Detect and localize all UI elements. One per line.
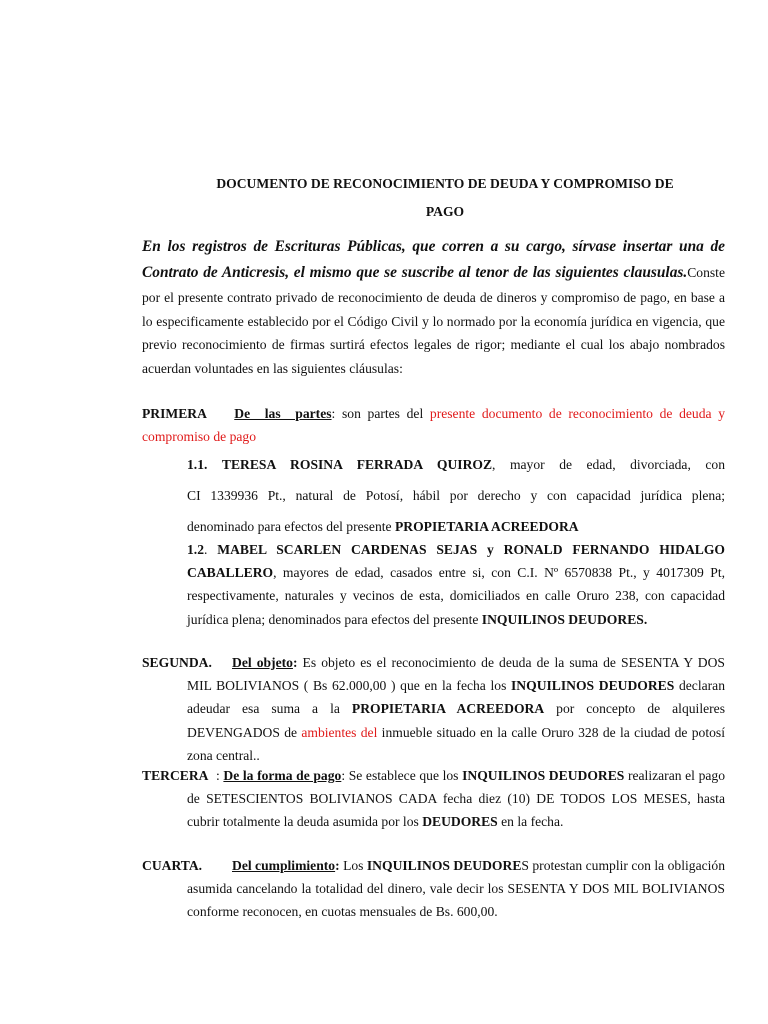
clause-bold: PROPIETARIA ACREEDORA	[351, 701, 545, 717]
clause-text: realizaran el pago de SETESCIENTOS BOLIVIANOS CADA fecha diez (10) DE TODOS LOS MESES, hasta cubrir totalmente la deuda asumida por los	[187, 768, 725, 830]
clause-text: por concepto de alquileres DEVENGADOS de	[187, 701, 725, 740]
clause-bold: INQUILINOS DEUDORE	[366, 858, 522, 873]
party-number: 1.1.	[187, 457, 208, 472]
clause-body	[187, 854, 725, 924]
clause-primera	[142, 402, 725, 448]
clause-label: TERCERA	[142, 768, 209, 783]
clause-heading: De la forma de pago	[223, 768, 342, 783]
clause-label: PRIMERA	[142, 406, 207, 421]
party-1	[187, 449, 725, 542]
clause-tercera	[142, 764, 725, 834]
clause-colon: :	[216, 768, 224, 783]
clause-cuarta	[142, 854, 725, 924]
clause-heading: Del cumplimiento	[232, 858, 336, 873]
document-title	[150, 170, 740, 226]
party-line-2: CI 1339936 Pt., natural de Potosí, hábil por derecho y con capacidad jurídica plena;	[187, 488, 725, 503]
clause-bold: INQUILINOS DEUDORES	[511, 678, 675, 694]
party-role: INQUILINOS DEUDORES.	[481, 611, 648, 627]
party-text: , mayores de edad, casados entre si, con C.I. Nº 6570838 Pt., y 4017309 Pt, respectivamente, naturales y vecinos de esta, domiciliados en calle Oruro 238, con capacidad jurídica plena; denominados para efectos del presente	[187, 565, 725, 627]
clause-text: declaran adeudar esa suma a la	[187, 678, 725, 717]
title-line-2: PAGO	[425, 204, 465, 219]
clause-text: : Se establece que los	[341, 768, 463, 783]
clause-highlight: ambientes del	[301, 724, 378, 740]
clause-label: CUARTA.	[142, 858, 203, 873]
clause-bold: INQUILINOS DEUDORES	[462, 768, 625, 783]
clause-text: Es objeto es el reconocimiento de deuda de la suma de SESENTA Y DOS MIL BOLIVIANOS ( Bs 62.000,00 ) que en la fecha los	[187, 655, 725, 694]
party-text: , mayor de edad, divorciada, con	[492, 457, 725, 472]
clause-heading: Del objeto	[232, 655, 293, 670]
clause-heading: De las partes	[234, 406, 332, 421]
clause-highlight: presente documento de reconocimiento de deuda y compromiso de pago	[142, 406, 725, 445]
clause-label: SEGUNDA.	[142, 655, 212, 670]
intro-body: Conste por el presente contrato privado de reconocimiento de deuda de dineros y compromiso de pago, en base a lo especificamente establecido por el Código Civil y lo normado por la economía jurídica en vigencia, que previo reconocimiento de firmas surtirá efectos legales de rigor; mediante el cual los abajo nombrados acuerdan voluntades en las siguientes cláusulas:	[142, 265, 725, 376]
clause-segunda	[142, 651, 725, 767]
clause-text: Los	[339, 858, 367, 873]
clause-body	[187, 651, 725, 767]
party-number: 1.2	[187, 542, 204, 557]
party-names: MABEL SCARLEN CARDENAS SEJAS y RONALD FERNANDO HIDALGO CABALLERO	[187, 542, 725, 581]
party-role: PROPIETARIA ACREEDORA	[394, 519, 579, 534]
clause-text: en la fecha.	[497, 814, 564, 830]
clause-bold: DEUDORES	[422, 814, 498, 830]
party-line-3: denominado para efectos del presente	[187, 519, 395, 534]
clause-colon: :	[335, 858, 340, 873]
intro-lead: En los registros de Escrituras Públicas, que corren a su cargo, sírvase insertar una de Contrato de Anticresis, el mismo que se suscribe al tenor de las siguientes clausulas.	[142, 238, 725, 281]
title-line-1: DOCUMENTO DE RECONOCIMIENTO DE DEUDA Y COMPROMISO DE	[216, 176, 674, 191]
clause-text: inmueble situado en la calle Oruro 328 de la ciudad de potosí zona central..	[187, 724, 725, 763]
clause-colon: :	[292, 655, 298, 670]
clause-text: : son partes del	[331, 406, 430, 421]
party-dot: .	[204, 542, 218, 557]
clause-body	[187, 764, 725, 834]
intro-paragraph	[142, 234, 725, 380]
clause-text: S protestan cumplir con la obligación asumida cancelando la totalidad del dinero, vale decir los SESENTA Y DOS MIL BOLIVIANOS conforme reconocen, en cuotas mensuales de Bs. 600,00.	[187, 858, 726, 920]
party-name: TERESA ROSINA FERRADA QUIROZ	[221, 457, 493, 472]
party-2	[187, 538, 725, 631]
